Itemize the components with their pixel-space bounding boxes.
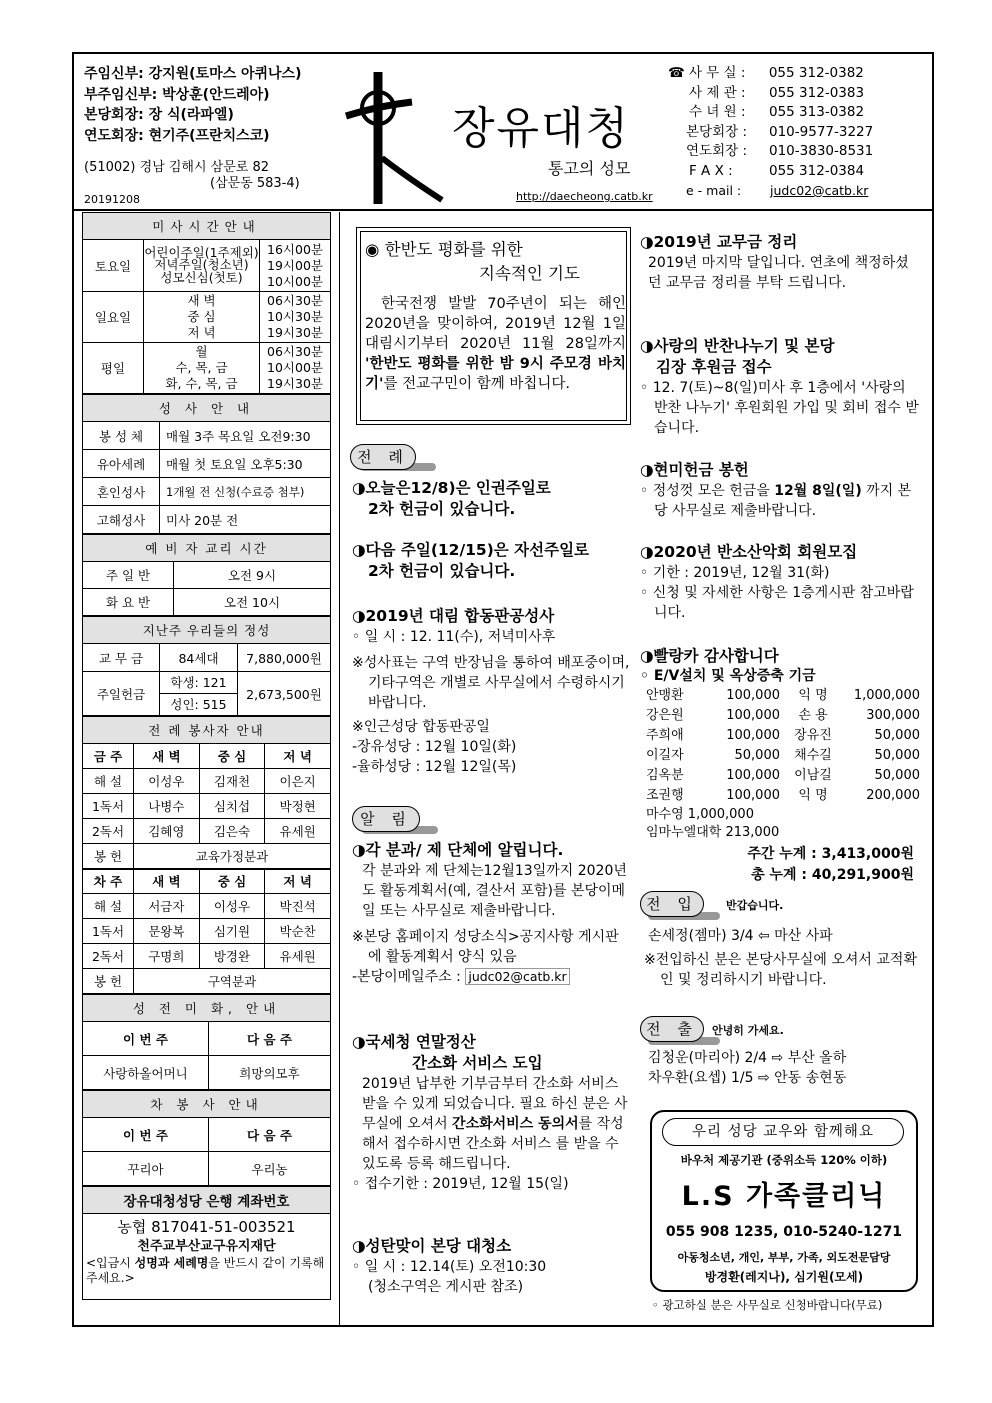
peace-prayer-box: ◉ 한반도 평화를 위한 지속적인 기도 한국전쟁 발발 70주년이 되는 해인 2020년을 맞이하여, 2019년 12월 1일 대림시기부터 2020년 11월 28일까지 '한반도 평화를 위한 밤 9시 주모경 바치기'를 전교구민이 함께 바칩니다. xyxy=(356,227,631,425)
sacrament-table: 성 사 안 내 봉 성 체 매월 3주 목요일 오전9:30 유아세례 매월 첫 토요일 오후5:30 혼인성사 1개월 전 신청(수료증 첨부) 고해성사 미사 20분 전 xyxy=(82,394,331,534)
email-link[interactable]: judc02@catb.kr xyxy=(770,183,869,198)
address-line1: (51002) 경남 김해시 삼문로 82 xyxy=(84,160,270,175)
move-in-greeting: 반갑습니다. xyxy=(726,899,784,912)
clinic-name: L.S 가족클리닉 xyxy=(681,1181,887,1212)
cross-logo-icon xyxy=(338,68,448,208)
liturgy-label: 전 례 xyxy=(350,444,416,470)
staff-assistant: 부주임신부: 박상훈(안드레아) xyxy=(84,86,270,103)
hiking-club-section: ◑2020년 반소산악회 회원모집 ◦ 기한 : 2019년, 12월 31(화) ◦ 신청 및 자세한 사항은 1층게시판 참고바랍니다. xyxy=(640,543,914,621)
contact-list: ☎ 사 무 실 : 055 312-0382 사 제 관 : 055 312-0383 수 녀 원 : 055 313-0382 본당회장 : 010-9577-3227 연도회장 : 010-3830-8531 F A X : 055 312-0384 e - mail : judc02@catb.kr xyxy=(668,65,874,198)
penance-section: ◑2019년 대림 합동판공성사 ◦ 일 시 : 12. 11(수), 저녁미사후 ※성사표는 구역 반장님을 통하여 배포중이며, 기타구역은 개별로 사무실에서 수령하시기 바랍니다. ※인근성당 합동판공일 -장유성당 : 12월 10일(화) -율하성당 : 12월 12일(목) xyxy=(352,607,630,775)
division-notice: ◑각 분과/ 제 단체에 알립니다. 각 분과와 제 단체는12월13일까지 2020년도 활동계획서(예, 결산서 포함)를 본당이메일 또는 사무실로 제출바랍니다. ※본당 홈페이지 성당소식>공지사항 게시판에 활동계획서 양식 있음 -본당이메일주소 : judc02@catb.kr xyxy=(352,841,627,985)
thanks-section: ◑빨랑카 감사합니다 ◦ E/V설치 및 옥상증축 기금 안맹환 100,000 익 명 1,000,000 강은원 100,000 손 용 300,000 주희애 100,000 장유진 50,000 이길자 50,000 채수길 50,000 김옥분 100,000 이남길 50,000 조권행 100,000 익 명 200,000 마수영 1,000,000 임마누엘대학 213,000 주간 누계 : 3,413,000원 총 누계 : 40,291,900원 xyxy=(640,646,922,886)
move-out-greeting: 안녕히 가세요. xyxy=(712,1024,784,1037)
bank-holder: 천주교부산교구유지재단 xyxy=(137,1239,276,1254)
ad-pill: 우리 성당 교우와 함께해요 xyxy=(662,1118,904,1146)
week-total: 주간 누계 : 3,413,000원 xyxy=(747,846,914,862)
clinic-ad-box: 우리 성당 교우와 함께해요 바우처 제공기관 (중위소득 120% 이하) L.S 가족클리닉 055 908 1235, 010-5240-1271 아동청소년, 개인, 부부, 가족, 외도전문담당 방경환(레지나), 심기원(모세) xyxy=(650,1110,918,1292)
table-row: 이길자 50,000 채수길 50,000 xyxy=(646,748,920,763)
mass-table: 미사시간안내 토요일 어린이주일(1주제외) 저녁주일(청소년) 성모신심(첫토) 16시00분 19시00분 10시00분 일요일 새 벽 중 심 저 녁 06시30분 10시30분 19시30분 평일 월 수, 목, 금 화, 수, 목, 금 06시30분 10시00분 19시30분 xyxy=(82,212,331,394)
table-row: 김옥분 100,000 이남길 50,000 xyxy=(646,768,920,783)
address xyxy=(84,160,300,192)
grand-total: 총 누계 : 40,291,900원 xyxy=(751,867,914,883)
table-row: 조권행 100,000 익 명 200,000 xyxy=(646,788,920,803)
tax-service-section: ◑국세청 연말정산 간소화 서비스 도입 2019년 납부한 기부금부터 간소화 서비스 받을 수 있게 되었습니다. 필요 하신 분은 사무실에 오셔서 간소화서비스 동의서를 작성해서 접수하시면 간소화 서비스 를 받을 수 있도록 등록 해드립니다. ◦ 접수기한 : 2019년, 12월 15(일) xyxy=(352,1033,628,1192)
move-in-label: 전 입 xyxy=(640,891,704,917)
website-link[interactable]: http://daecheong.catb.kr xyxy=(516,190,653,203)
donor-table xyxy=(640,686,921,806)
staff-parish-president: 본당회장: 장 식(라파엘) xyxy=(84,107,234,123)
table-row: 강은원 100,000 손 용 300,000 xyxy=(646,708,920,723)
notice-label: 알 림 xyxy=(352,806,420,832)
table-row: 주희애 100,000 장유진 50,000 xyxy=(646,728,920,743)
address-line2: (삼문동 583-4) xyxy=(210,176,300,191)
staff-list xyxy=(84,64,301,146)
catechism-table: 예 비 자 교리 시간 주 일 반 오전 9시 화 요 반 오전 10시 xyxy=(82,534,331,616)
move-in-section: 손세정(젬마) 3/4 ⇦ 마산 사파 ※전입하신 분은 본당사무실에 오셔서 교적확인 및 정리하시기 바랍니다. xyxy=(644,928,917,988)
issue-date: 20191208 xyxy=(84,193,140,206)
staff-pastor: 주임신부: 강지원(토마스 아퀴나스) xyxy=(84,66,302,82)
offering-table: 지난주 우리들의 정성 교 무 금 84세대 7,880,000원 주일헌금 학생: 121 성인: 515 2,673,500원 xyxy=(82,616,331,716)
tea-service-table: 차 봉 사 안내 이 번 주 다 음 주 꾸리아 우리농 xyxy=(82,1090,331,1186)
cleaning-section: ◑성탄맞이 본당 대청소 ◦ 일 시 : 12.14(토) 오전10:30 (청소구역은 게시판 참조) xyxy=(352,1237,547,1295)
left-info-column xyxy=(82,212,331,1300)
clinic-phones: 055 908 1235, 010-5240-1271 xyxy=(665,1224,903,1240)
parish-email-link[interactable]: judc02@catb.kr xyxy=(465,968,569,985)
ad-footnote: ◦ 광고하실 분은 사무실로 신청바랍니다(무료) xyxy=(652,1298,883,1312)
column-divider xyxy=(339,212,340,1325)
bulletin-subtitle: 통고의 성모 xyxy=(548,159,631,178)
phone-icon: ☎ xyxy=(668,65,685,81)
move-out-section: 김청운(마리아) 2/4 ⇨ 부산 올하 차우환(요셉) 1/5 ⇨ 안동 송현동 xyxy=(648,1050,847,1086)
dues-section: ◑2019년 교무금 정리 2019년 마지막 달입니다. 연초에 책정하셨던 교무금 정리를 부탁 드립니다. xyxy=(640,233,909,291)
servers-table: 전 례 봉사자 안내 금 주 새 벽 중 심 저 녁 해 설 이성우 김재천 이은지 1독서 나병수 심치섭 박정현 2독서 김혜영 김은숙 유세원 봉 헌 교육가정분과 차 주 새 벽 중 심 저 녁 해 설 서금자 이성우 박진석 1독서 문왕복 심기원 박순찬 2독서 구명희 방경완 유세원 봉 헌 구역분과 xyxy=(82,716,331,994)
bulletin-title: 장유대청 xyxy=(452,103,631,154)
altar-flower-table: 성 전 미 화, 안내 이 번 주 다 음 주 사랑하올어머니 희망의모후 xyxy=(82,994,331,1090)
bank-note: <입금시 성명과 세례명을 반드시 같이 기록해 주세요.> xyxy=(86,1256,325,1285)
mass-title: 미사시간안내 xyxy=(83,213,331,240)
liturgy-notices: ◑오늘은12/8)은 인권주일로 2차 헌금이 있습니다. ◑다음 주일(12/15)은 자선주일로 2차 헌금이 있습니다. xyxy=(352,479,590,580)
table-row: 안맹환 100,000 익 명 1,000,000 xyxy=(646,688,920,703)
rice-offering-section: ◑현미헌금 봉헌 ◦ 정성껏 모은 헌금을 12월 8일(일) 까지 본당 사무실로 제출바랍니다. xyxy=(640,461,912,519)
header-divider xyxy=(74,209,932,211)
peace-prayer-text: 한국전쟁 발발 70주년이 되는 해인 2020년을 맞이하여, 2019년 12월 1일 대림시기부터 2020년 11월 28일까지 '한반도 평화를 위한 밤 9시 주모경 바치기'를 전교구민이 함께 바칩니다. xyxy=(365,296,626,392)
staff-regional-president: 연도회장: 현기주(프란치스코) xyxy=(84,127,270,144)
bank-account: 농협 817041-51-003521 xyxy=(117,1218,296,1236)
bank-table: 장유대청성당 은행 계좌번호 농협 817041-51-003521 천주교부산교구유지재단 <입금시 성명과 세례명을 반드시 같이 기록해 주세요.> xyxy=(82,1186,331,1300)
move-out-label: 전 출 xyxy=(640,1016,704,1042)
share-section: ◑사랑의 반찬나누기 및 본당 김장 후원금 접수 ◦ 12. 7(토)~8(일)미사 후 1층에서 '사랑의 반찬 나누기' 후원회원 가입 및 회비 접수 받습니다. xyxy=(640,337,919,436)
